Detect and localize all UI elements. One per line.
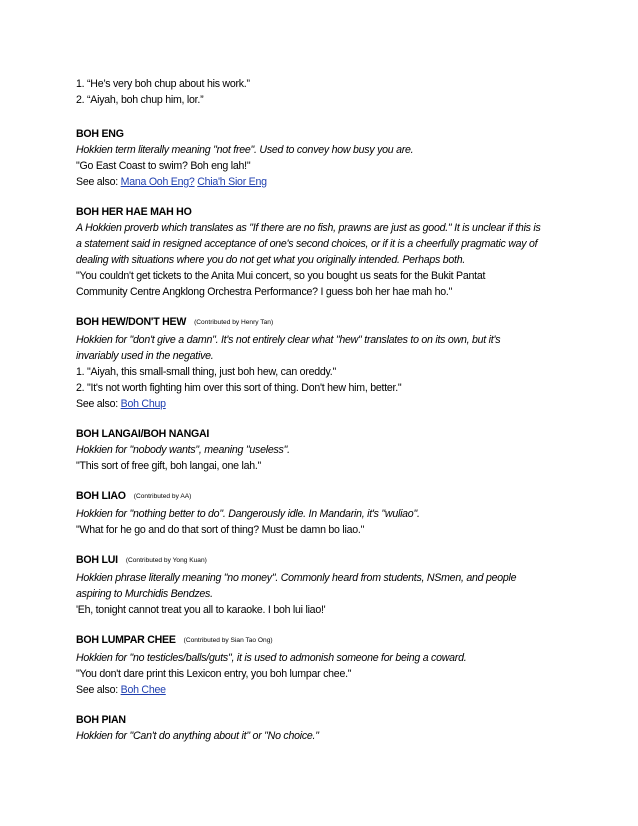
see-also-link-boh-chee[interactable]: Boh Chee	[120, 684, 166, 696]
entry-boh-pian	[76, 712, 576, 744]
see-also-link-chiah-sior-eng[interactable]: Chia'h Sior Eng	[197, 176, 267, 188]
entry-definition: Hokkien phrase literally meaning "no money". Commonly heard from students, NSmen, and people	[76, 572, 517, 584]
entry-term-text: BOH LIAO	[76, 490, 126, 502]
see-also-label: See also:	[76, 176, 118, 188]
intro-line: 2. “Aiyah, boh chup him, lor.”	[76, 94, 204, 106]
entry-definition: Hokkien for "Can't do anything about it" or "No choice."	[76, 730, 319, 742]
entry-boh-langai	[76, 426, 576, 474]
see-also	[76, 682, 576, 698]
entry-example: Community Centre Angklong Orchestra Performance? I guess boh her hae mah ho."	[76, 286, 453, 298]
entry-definition: aspiring to Murchidis Bendzes.	[76, 588, 213, 600]
entry-boh-liao	[76, 488, 576, 538]
entry-boh-eng	[76, 126, 576, 190]
see-also-label: See also:	[76, 684, 118, 696]
entry-definition: Hokkien for "nothing better to do". Dangerously idle. In Mandarin, it's "wuliao".	[76, 508, 420, 520]
entry-example: 1. "Aiyah, this small-small thing, just boh hew, can oreddy."	[76, 366, 336, 378]
entry-contributor: (Contributed by AA)	[133, 493, 192, 500]
document-page	[76, 76, 576, 758]
entry-term	[76, 314, 576, 332]
see-also	[76, 396, 576, 412]
entry-definition: Hokkien term literally meaning "not free". Used to convey how busy you are.	[76, 144, 414, 156]
entry-contributor: (Contributed by Yong Kuan)	[125, 557, 207, 564]
entry-term: BOH LANGAI/BOH NANGAI	[76, 428, 210, 440]
entry-definition: A Hokkien proverb which translates as "If there are no fish, prawns are just as good." It is unclear if this is	[76, 222, 541, 234]
entry-definition: invariably used in the negative.	[76, 350, 214, 362]
entry-definition: Hokkien for "nobody wants", meaning "useless".	[76, 444, 290, 456]
see-also	[76, 174, 576, 190]
entry-example: 'Eh, tonight cannot treat you all to karaoke. I boh lui liao!'	[76, 604, 326, 616]
entry-contributor: (Contributed by Sian Tao Ong)	[183, 637, 273, 644]
entry-term-text: BOH HEW/DON'T HEW	[76, 316, 187, 328]
entry-term: BOH HER HAE MAH HO	[76, 206, 192, 218]
entry-definition: Hokkien for "no testicles/balls/guts", it is used to admonish someone for being a coward.	[76, 652, 467, 664]
entry-boh-her-hae-mah-ho	[76, 204, 576, 300]
entry-example: "Go East Coast to swim? Boh eng lah!"	[76, 160, 251, 172]
entry-term-text: BOH LUI	[76, 554, 118, 566]
entry-example: "You don't dare print this Lexicon entry, you boh lumpar chee."	[76, 668, 352, 680]
entry-boh-hew	[76, 314, 576, 412]
entry-term	[76, 632, 576, 650]
intro-line: 1. “He’s very boh chup about his work.”	[76, 78, 250, 90]
intro-block	[76, 76, 576, 108]
entry-term	[76, 488, 576, 506]
entry-example: "What for he go and do that sort of thing? Must be damn bo liao."	[76, 524, 365, 536]
entry-example: "You couldn't get tickets to the Anita Mui concert, so you bought us seats for the Bukit Pantat	[76, 270, 486, 282]
see-also-link-mana-ooh-eng[interactable]: Mana Ooh Eng?	[120, 176, 195, 188]
entry-example: 2. "It's not worth fighting him over this sort of thing. Don't hew him, better."	[76, 382, 402, 394]
entry-definition: dealing with situations where you do not get what you originally intended. Perhaps both.	[76, 254, 466, 266]
entry-boh-lumpar-chee	[76, 632, 576, 698]
entry-definition: a statement said in resigned acceptance of one's second choices, or if it is a cheerfully pragmatic way of	[76, 238, 538, 250]
entry-example: "This sort of free gift, boh langai, one lah."	[76, 460, 262, 472]
entry-term: BOH PIAN	[76, 714, 126, 726]
entry-boh-lui	[76, 552, 576, 618]
entry-definition: Hokkien for "don't give a damn". It's not entirely clear what "hew" translates to on its own, but it's	[76, 334, 501, 346]
entry-term	[76, 552, 576, 570]
entry-contributor: (Contributed by Henry Tan)	[194, 319, 274, 326]
entry-term-text: BOH LUMPAR CHEE	[76, 634, 176, 646]
see-also-link-boh-chup[interactable]: Boh Chup	[120, 398, 166, 410]
entry-term: BOH ENG	[76, 128, 124, 140]
see-also-label: See also:	[76, 398, 118, 410]
